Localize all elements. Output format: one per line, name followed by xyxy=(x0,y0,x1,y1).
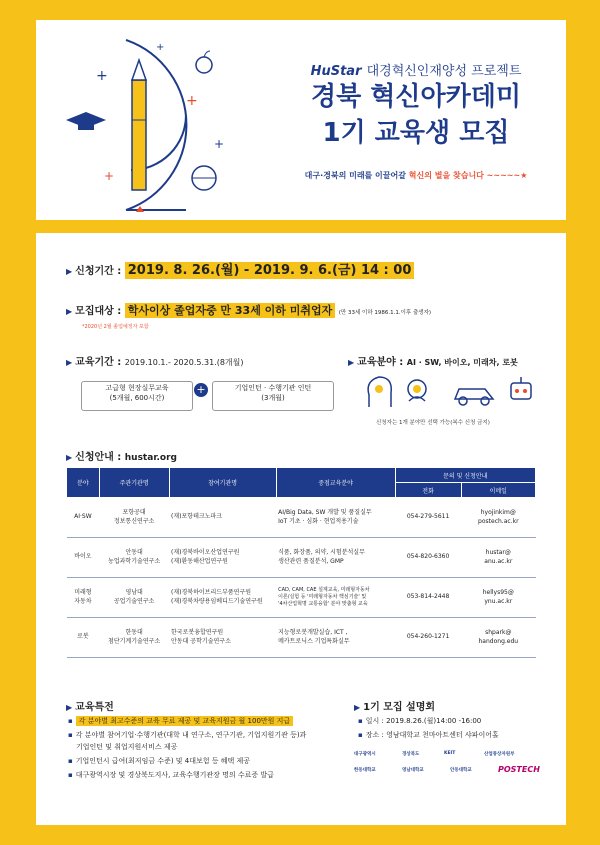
daegu-logo: 대구광역시 xyxy=(354,752,376,757)
triangle-icon: ▶ xyxy=(354,703,361,712)
edu-box-intern-detail: (3개월) xyxy=(261,393,285,402)
apply-period-label: 신청기간 : xyxy=(75,266,122,277)
recruit-sub-note: *2020년 2월 졸업예정자 포함 xyxy=(82,324,149,330)
briefing-place: ▪ 장소 : 영남대학교 천마아트센터 샤파이어홀 xyxy=(358,731,499,739)
recruit-value: 학사이상 졸업자중 만 33세 이하 미취업자 xyxy=(125,303,335,318)
recruit-label: 모집대상 : xyxy=(75,306,122,317)
cell-phone: 054-279-5611 xyxy=(395,498,461,538)
cell-partners: (재)경북바이오산업연구원 (재)환동해산업연구원 xyxy=(169,538,276,578)
briefing-date: ▪ 일시 : 2019.8.26.(월)14:00 -16:00 xyxy=(358,717,482,725)
edu-period-label: 교육기간 : xyxy=(75,357,122,368)
edu-period-value: 2019.10.1.- 2020.5.31.(8개월) xyxy=(124,358,244,367)
col-header-focus: 중점교육분야 xyxy=(276,468,395,498)
svg-text:+: + xyxy=(186,93,198,109)
recruit-target xyxy=(66,303,431,321)
page-title-line2: 1기 교육생 모집 xyxy=(322,118,510,148)
tagline-suffix: 을 찾습니다 ~~~~~★ xyxy=(442,171,528,180)
apply-period-value: 2019. 8. 26.(월) - 2019. 9. 6.(금) 14 : 00 xyxy=(125,262,415,279)
edu-field xyxy=(348,353,518,368)
svg-text:+: + xyxy=(96,68,108,84)
apply-site-link[interactable]: hustar.org xyxy=(124,453,177,463)
tagline-highlight: 혁신의 별 xyxy=(408,171,443,180)
cell-host: 한동대 첨단기계기술연구소 xyxy=(99,618,169,658)
cell-email[interactable]: hustar@ anu.ac.kr xyxy=(461,538,535,578)
cell-focus: CAD, CAM, CAE 설계교육, 미래형자동차 이론/실험 등 '미래형자동차 핵심기술' 및 '4차산업혁명 교통융합' 분야 맞춤형 교육 xyxy=(276,578,395,618)
svg-text:+: + xyxy=(156,42,165,53)
cell-email[interactable]: shpark@ handong.edu xyxy=(461,618,535,658)
col-header-host: 주관기관명 xyxy=(99,468,169,498)
col-header-email: 이메일 xyxy=(461,483,535,498)
triangle-icon: ▶ xyxy=(66,453,73,462)
col-header-phone: 전화 xyxy=(395,483,461,498)
edu-box-practical-detail: (5개월, 600시간) xyxy=(109,393,165,402)
cell-phone: 053-814-2448 xyxy=(395,578,461,618)
field-icons xyxy=(361,371,541,411)
triangle-icon: ▶ xyxy=(66,703,73,712)
col-header-contact: 문의 및 신청안내 xyxy=(395,468,535,483)
robot-icon xyxy=(511,383,531,399)
cell-email[interactable]: hellys95@ ynu.ac.kr xyxy=(461,578,535,618)
cell-focus: 지능형로봇개발실습, ICT , 메카트로닉스 기업특화실무 xyxy=(276,618,395,658)
main-panel xyxy=(36,233,566,825)
triangle-icon: ▶ xyxy=(66,267,73,276)
recruit-note: (만 33세 이하 1986.1.1.이후 출생자) xyxy=(338,310,432,316)
edu-box-intern-title: 기업인턴 · 수행기관 인턴 xyxy=(234,384,312,392)
motie-logo: 산업통상자원부 xyxy=(484,752,515,757)
triangle-icon: ▶ xyxy=(348,358,355,367)
academy-illustration xyxy=(36,20,266,220)
table-row xyxy=(67,538,536,578)
svg-text:+: + xyxy=(214,137,225,151)
brand-name: HuStar xyxy=(310,64,362,79)
edu-box-practical-title: 고급형 현장실무교육 xyxy=(105,384,169,392)
briefing-heading xyxy=(354,698,435,713)
plus-icon: + xyxy=(194,383,208,397)
edu-field-value: AI · SW, 바이오, 미래차, 로봇 xyxy=(406,358,518,367)
keit-logo: KEIT xyxy=(444,751,456,756)
project-line xyxy=(266,60,566,79)
handong-logo: 한동대학교 xyxy=(354,768,376,773)
cell-focus: AI/Big Data, SW 개발 및 품질실무 IoT 기초 · 심화 · 현업적용기술 xyxy=(276,498,395,538)
gyeongbuk-logo: 경상북도 xyxy=(402,752,420,757)
cell-email[interactable]: hyojinkim@ postech.ac.kr xyxy=(461,498,535,538)
benefit-item: ▪ 각 분야별 최고수준의 교육 무료 제공 및 교육지원금 월 100만원 지급 xyxy=(68,715,293,727)
edu-field-note: 신청자는 1개 분야만 선택 가능(복수 신청 금지) xyxy=(376,420,490,426)
cell-field: 미래형 자동차 xyxy=(67,578,100,618)
cell-phone: 054-820-6360 xyxy=(395,538,461,578)
svg-text:+: + xyxy=(104,169,115,183)
triangle-icon: ▶ xyxy=(66,307,73,316)
andong-logo: 안동대학교 xyxy=(450,768,472,773)
tagline xyxy=(266,170,566,181)
col-header-partners: 참여기관명 xyxy=(169,468,276,498)
benefit-item: ▪ 각 분야별 참여기업·수행기관(대학 내 연구소, 연구기관, 기업지원기관 등)과 xyxy=(68,731,307,739)
postech-logo: POSTECH xyxy=(498,765,540,774)
page-title-line1: 경북 혁신아카데미 xyxy=(311,82,521,112)
project-name: 대경혁신인재양성 프로젝트 xyxy=(366,64,522,79)
benefits-label: 교육특전 xyxy=(75,702,114,713)
triangle-icon: ▶ xyxy=(66,358,73,367)
cell-partners: 한국로봇융합연구원 안동대 공학기술연구소 xyxy=(169,618,276,658)
edu-period xyxy=(66,353,244,368)
table-row xyxy=(67,618,536,658)
benefit-item-cont: 기업인턴 및 취업지원서비스 제공 xyxy=(76,743,178,751)
cell-host: 안동대 농업과학기술연구소 xyxy=(99,538,169,578)
benefit-item: ▪ 대구광역시장 및 경상북도지사, 교육수행기관장 명의 수료증 발급 xyxy=(68,771,274,779)
edu-box-practical xyxy=(81,381,193,411)
edu-field-label: 교육분야 : xyxy=(357,357,404,368)
apply-period xyxy=(66,263,414,280)
cell-field: AI·SW xyxy=(67,498,100,538)
benefits-heading xyxy=(66,698,114,713)
header-panel xyxy=(36,20,566,220)
cell-field: 로봇 xyxy=(67,618,100,658)
sponsor-logos xyxy=(354,751,544,787)
benefit-item: ▪ 기업인턴시 급여(최저임금 수준) 및 4대보험 등 혜택 제공 xyxy=(68,757,251,765)
col-header-field: 분야 xyxy=(67,468,100,498)
institution-table xyxy=(66,467,536,658)
cell-partners: (재)포항테크노파크 xyxy=(169,498,276,538)
briefing-label: 1기 모집 설명회 xyxy=(363,702,436,713)
apply-site-label: 신청안내 : xyxy=(75,452,122,463)
cell-partners: (재)경북하이브리드부품연구원 (재)경북차량용임베디드기술연구원 xyxy=(169,578,276,618)
cell-focus: 식품, 화장품, 의약, 시험분석실무 생산관련 품질분석, GMP xyxy=(276,538,395,578)
cell-phone: 054-260-1271 xyxy=(395,618,461,658)
cell-host: 포항공대 정보통신연구소 xyxy=(99,498,169,538)
tagline-prefix: 대구·경북의 미래를 이끌어갈 xyxy=(304,171,409,180)
edu-box-intern xyxy=(212,381,334,411)
table-row xyxy=(67,498,536,538)
apply-site xyxy=(66,448,177,463)
yeungnam-logo: 영남대학교 xyxy=(402,768,424,773)
cell-field: 바이오 xyxy=(67,538,100,578)
table-row xyxy=(67,578,536,618)
cell-host: 영남대 공업기술연구소 xyxy=(99,578,169,618)
